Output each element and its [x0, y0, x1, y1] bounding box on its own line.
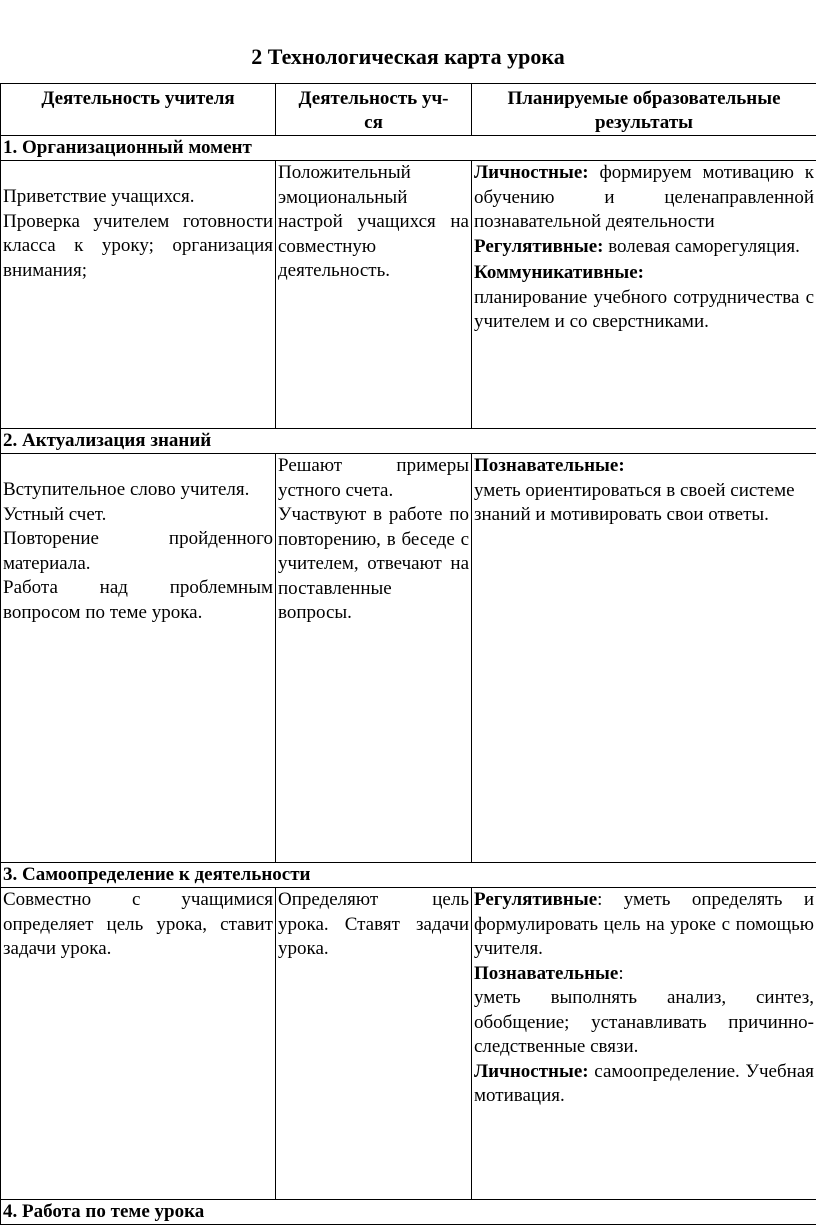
result-item: Познавательные:	[474, 962, 624, 984]
stage-row-2	[1, 429, 816, 454]
teacher-text: Работа над проблемным вопросом по теме урока.	[3, 577, 273, 623]
results-cell-2	[472, 454, 816, 863]
stage-title-3: 3. Самоопределение к деятельности	[1, 863, 816, 888]
stage-row-3	[1, 863, 816, 888]
teacher-text: Вступительное слово учителя.	[3, 479, 250, 500]
result-item: Регулятивные: уметь определять и формулировать цель на уроке с помощью учителя.	[474, 889, 814, 959]
student-cell-3	[276, 888, 472, 1200]
lesson-map-table	[0, 83, 816, 1225]
stage-title-2: 2. Актуализация знаний	[1, 429, 816, 454]
header-student: Деятельность уч-ся	[276, 84, 472, 136]
student-cell-2	[276, 454, 472, 863]
teacher-text: Устный счет.	[3, 503, 107, 525]
student-text: Решают примеры устного счета.	[278, 455, 469, 501]
student-text: Положительный эмоциональный настрой учащихся на совместную деятельность.	[278, 162, 469, 281]
result-item: уметь ориентироваться в своей системе знаний и мотивировать свои ответы.	[474, 479, 795, 525]
header-teacher: Деятельность учителя	[1, 84, 276, 136]
student-cell-1	[276, 161, 472, 429]
page-title: 2 Технологическая карта урока	[251, 44, 565, 69]
result-item: Регулятивные: волевая саморегуляция.	[474, 235, 800, 257]
stage-row-4	[1, 1200, 816, 1225]
stage-title-4: 4. Работа по теме урока	[1, 1200, 816, 1225]
teacher-text: Совместно с учащимися определяет цель урока, ставит задачи урока.	[3, 889, 273, 959]
stage-row-1	[1, 136, 816, 161]
teacher-text: Повторение пройденного материала.	[3, 528, 273, 574]
header-results: Планируемые образовательные результаты	[472, 84, 816, 136]
result-item: Коммуникативные:	[474, 262, 644, 283]
table-header-row	[1, 84, 816, 136]
teacher-cell-3	[1, 888, 276, 1200]
stage-body-1	[1, 161, 816, 429]
student-text: Участвуют в работе по повторению, в беседе с учителем, отвечают на поставленные вопросы.	[278, 504, 469, 623]
result-item: Личностные: формируем мотивацию к обучению и целенаправленной познавательной деятельности	[474, 162, 814, 232]
student-text: Определяют цель урока. Ставят задачи урока.	[278, 889, 469, 959]
teacher-cell-2	[1, 454, 276, 863]
stage-body-3	[1, 888, 816, 1200]
results-cell-1	[472, 161, 816, 429]
result-item: планирование учебного сотрудничества с учителем и со сверстниками.	[474, 286, 814, 332]
results-cell-3	[472, 888, 816, 1200]
stage-title-1: 1. Организационный момент	[1, 136, 816, 161]
stage-body-2	[1, 454, 816, 863]
teacher-text: Проверка учителем готовности класса к уроку; организация внимания;	[3, 210, 273, 281]
result-item: уметь выполнять анализ, синтез, обобщение; устанавливать причинно-следственные связи.	[474, 987, 814, 1057]
teacher-text: Приветствие учащихся.	[3, 186, 195, 207]
teacher-cell-1	[1, 161, 276, 429]
result-item: Познавательные:	[474, 455, 625, 476]
result-item: Личностные: самоопределение. Учебная мотивация.	[474, 1060, 814, 1106]
